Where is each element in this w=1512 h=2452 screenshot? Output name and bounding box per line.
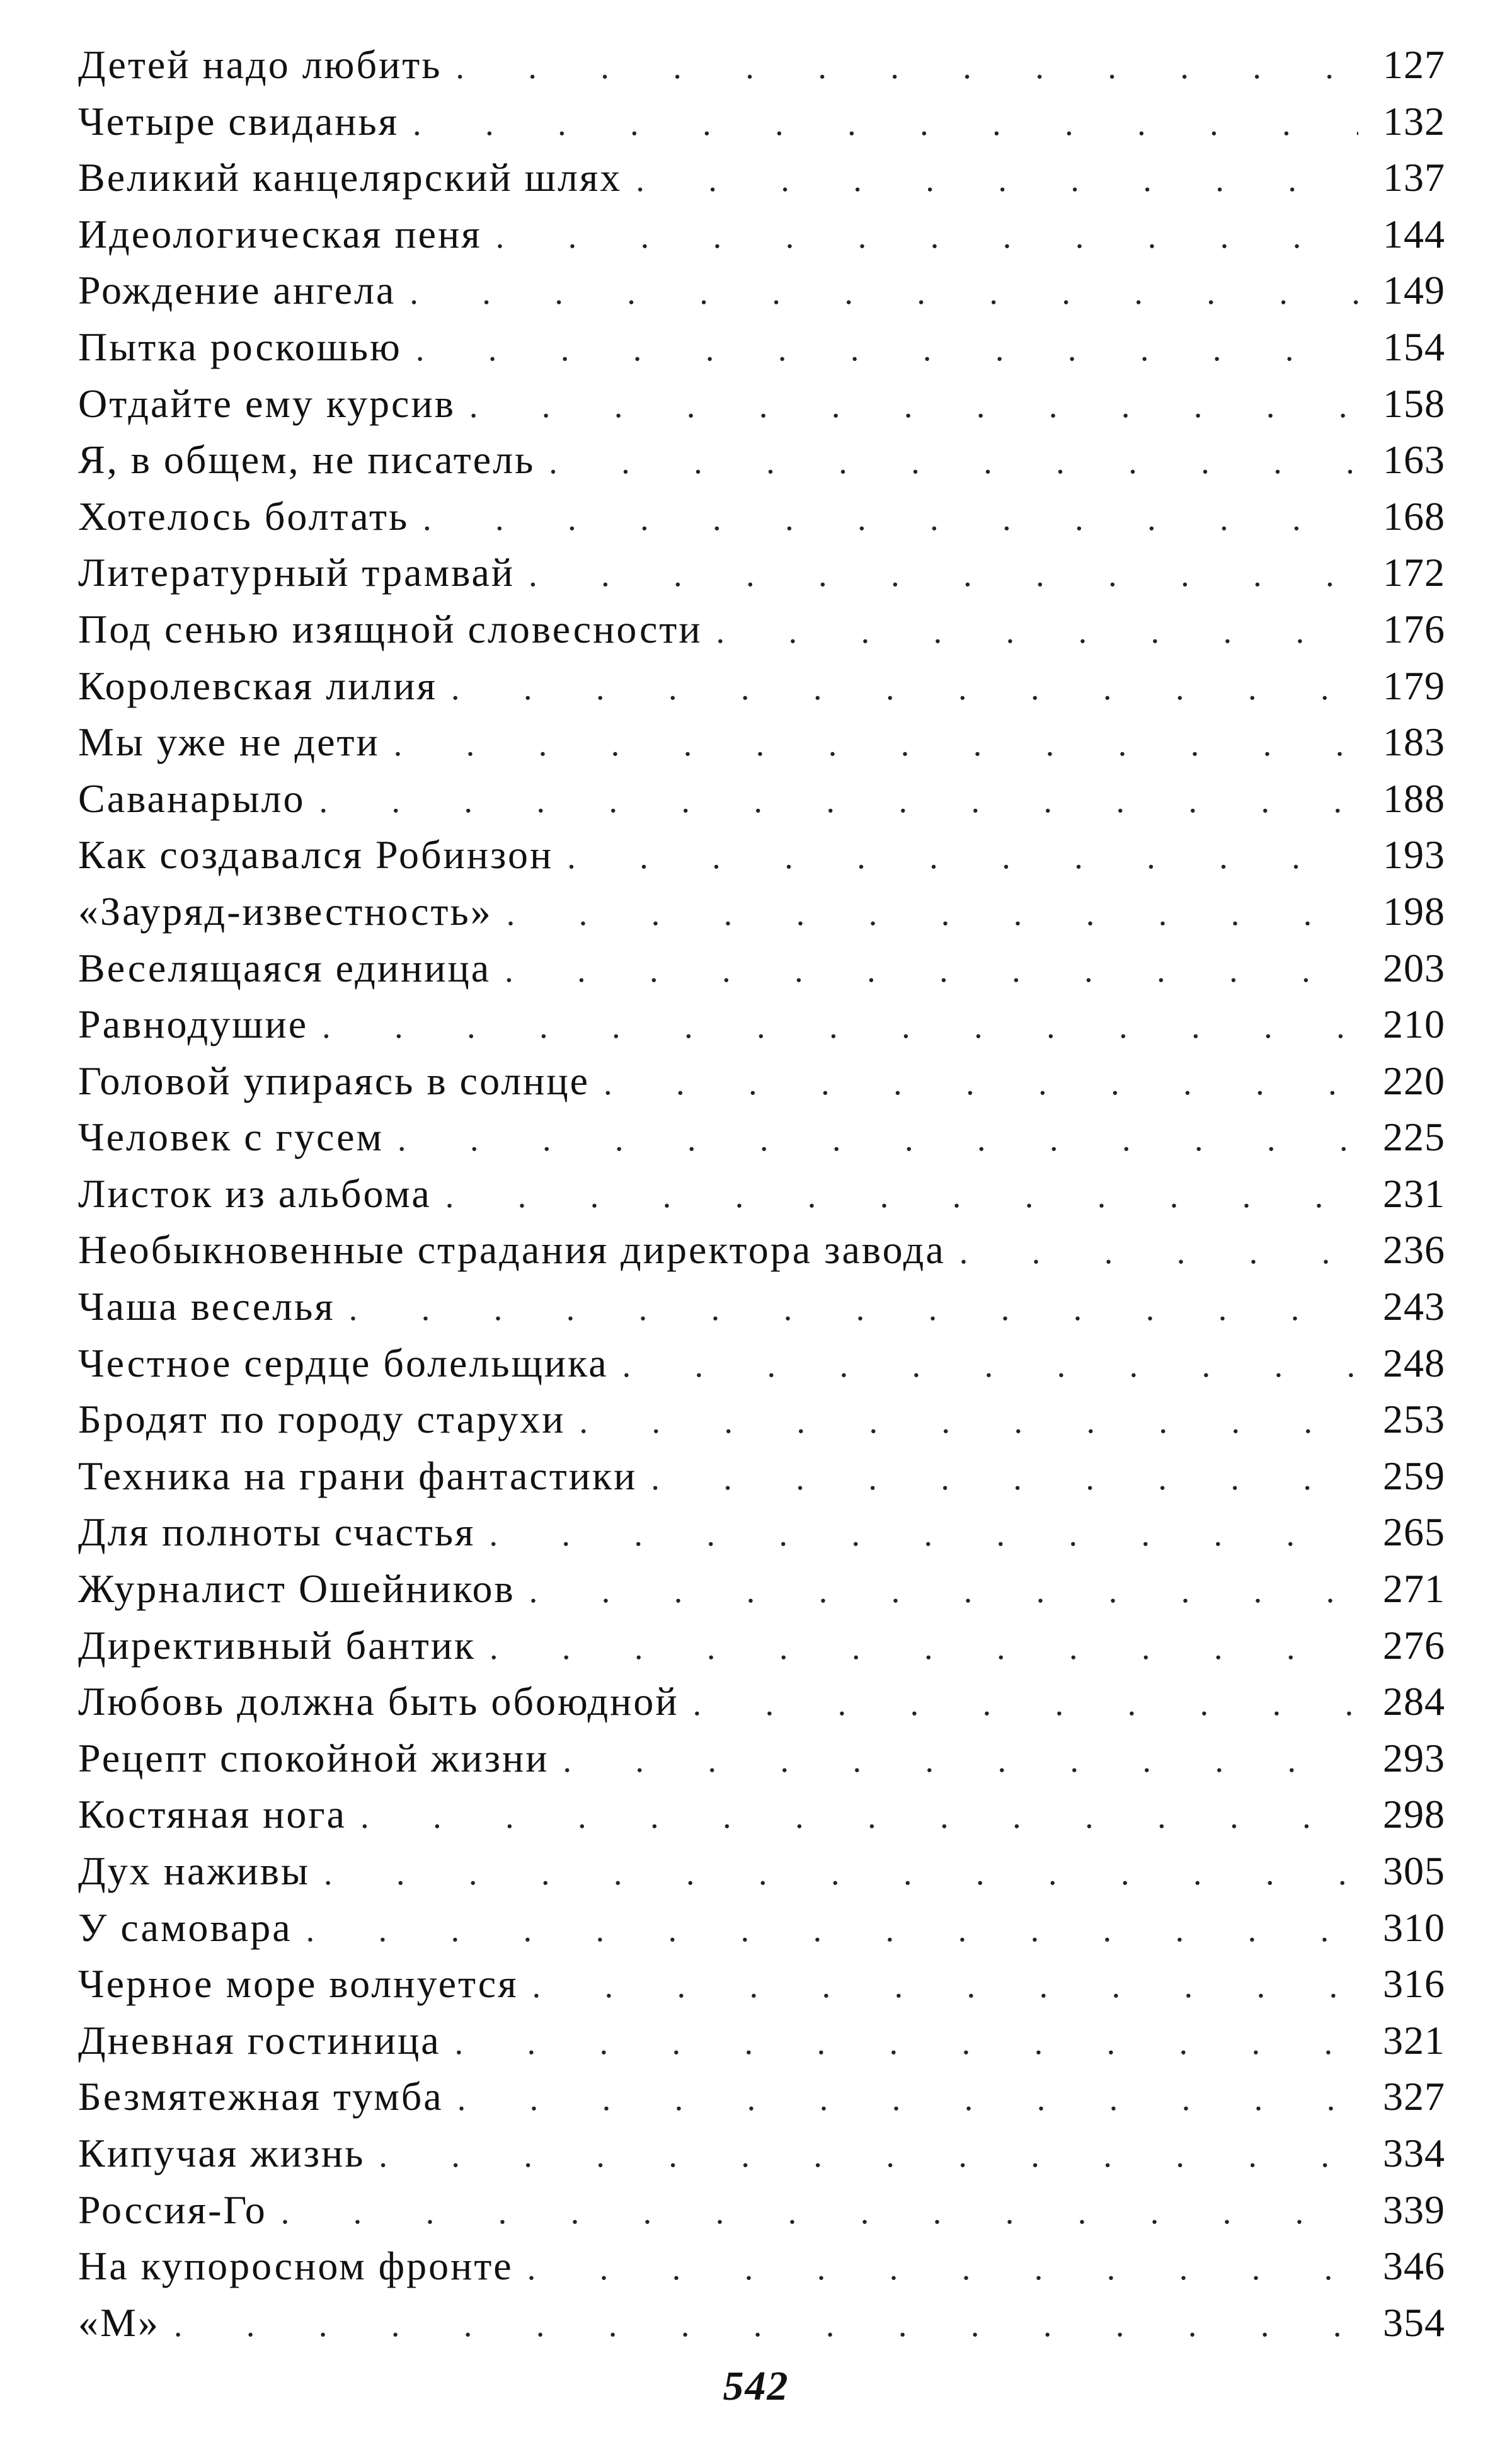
- toc-entry: [78, 149, 1445, 206]
- toc-entry: [78, 714, 1445, 771]
- toc-entry: [78, 996, 1445, 1053]
- page-number: 542: [723, 2363, 789, 2409]
- toc-entry-page: 334: [1383, 2130, 1445, 2175]
- dot-leader: [505, 942, 1358, 999]
- toc-entry: [78, 827, 1445, 883]
- toc-entry-title: Чаша веселья: [78, 1284, 335, 1329]
- toc-entry-title: Честное сердце болельщика: [78, 1340, 609, 1385]
- dot-leader: [360, 1789, 1358, 1845]
- toc-entry-page: 168: [1383, 493, 1445, 539]
- toc-entry-title: Техника на грани фантастики: [78, 1453, 638, 1498]
- toc-entry-title: Хотелось болтать: [78, 493, 410, 539]
- dot-leader: [457, 2071, 1358, 2128]
- dot-leader: [959, 1224, 1358, 1281]
- dot-leader: [529, 1563, 1358, 1620]
- toc-entry-page: 305: [1383, 1848, 1445, 1893]
- dot-leader: [410, 265, 1358, 321]
- dot-leader: [716, 604, 1358, 660]
- toc-entry-page: 321: [1383, 2017, 1445, 2063]
- toc-entry-page: 354: [1383, 2300, 1445, 2345]
- dot-leader: [527, 2240, 1358, 2297]
- dot-leader: [549, 434, 1358, 491]
- dot-leader: [322, 999, 1358, 1055]
- toc-entry-page: 298: [1383, 1792, 1445, 1837]
- toc-entry-title: Головой упираясь в солнце: [78, 1058, 590, 1103]
- toc-entry-page: 149: [1383, 268, 1445, 313]
- toc-entry-page: 158: [1383, 381, 1445, 426]
- toc-entry-page: 327: [1383, 2074, 1445, 2119]
- toc-entry-title: Под сенью изящной словесности: [78, 606, 702, 651]
- toc-entry-page: 198: [1383, 888, 1445, 934]
- toc-entry-page: 316: [1383, 1961, 1445, 2007]
- toc-entry-title: Великий канцелярский шлях: [78, 155, 622, 200]
- toc-entry: [78, 319, 1445, 375]
- toc-entry-title: Идеологическая пеня: [78, 211, 482, 256]
- toc-entry-page: 193: [1383, 832, 1445, 878]
- dot-leader: [604, 1055, 1358, 1112]
- dot-leader: [622, 1338, 1358, 1394]
- dot-leader: [349, 1281, 1358, 1338]
- toc-entry: [78, 1448, 1445, 1504]
- toc-entry-page: 179: [1383, 663, 1445, 708]
- toc-entry-title: Россия-Го: [78, 2187, 267, 2232]
- toc-entry-title: «Зауряд-известность»: [78, 888, 493, 934]
- toc-entry-title: Человек с гусем: [78, 1114, 384, 1160]
- toc-entry-title: У самовара: [78, 1905, 292, 1950]
- toc-entry-title: Веселящаяся единица: [78, 945, 491, 990]
- dot-leader: [507, 886, 1358, 942]
- toc-entry-page: 259: [1383, 1453, 1445, 1498]
- dot-leader: [651, 1450, 1358, 1507]
- toc-entry-title: Любовь должна быть обоюдной: [78, 1679, 679, 1724]
- toc-entry-title: Дух наживы: [78, 1848, 310, 1893]
- toc-entry-page: 154: [1383, 324, 1445, 369]
- toc-entry-page: 127: [1383, 42, 1445, 87]
- toc-entry: [78, 1278, 1445, 1335]
- toc-entry-title: Листок из альбома: [78, 1171, 432, 1216]
- toc-entry: [78, 940, 1445, 997]
- toc-entry-page: 163: [1383, 437, 1445, 483]
- toc-entry-title: Дневная гостиница: [78, 2017, 441, 2063]
- toc-entry-page: 172: [1383, 550, 1445, 595]
- toc-entry: [78, 488, 1445, 545]
- toc-entry: [78, 1956, 1445, 2012]
- toc-entry-title: Директивный бантик: [78, 1622, 476, 1668]
- toc-entry: [78, 432, 1445, 488]
- toc-entry-page: 271: [1383, 1566, 1445, 1612]
- toc-entry: [78, 544, 1445, 601]
- toc-entry-title: Детей надо любить: [78, 42, 442, 87]
- toc-entry-title: Саванарыло: [78, 776, 306, 821]
- toc-entry-page: 243: [1383, 1284, 1445, 1329]
- toc-entry-title: Безмятежная тумба: [78, 2074, 444, 2119]
- toc-entry-title: Рождение ангела: [78, 268, 396, 313]
- toc-entry: [78, 1053, 1445, 1109]
- toc-entry: [78, 1843, 1445, 1899]
- toc-entry-page: 183: [1383, 719, 1445, 765]
- toc-entry: [78, 1109, 1445, 1166]
- toc-entry: [78, 1673, 1445, 1730]
- toc-entry-title: Отдайте ему курсив: [78, 381, 455, 426]
- toc-entry: [78, 601, 1445, 658]
- toc-entry-title: Как создавался Робинзон: [78, 832, 554, 878]
- toc-entry: [78, 262, 1445, 319]
- toc-entry-page: 276: [1383, 1622, 1445, 1668]
- toc-entry-page: 284: [1383, 1679, 1445, 1724]
- toc-entry: [78, 771, 1445, 827]
- toc-entry-title: «М»: [78, 2300, 160, 2345]
- toc-entry-title: Черное море волнуется: [78, 1961, 518, 2007]
- dot-leader: [496, 209, 1358, 265]
- toc-entry-page: 188: [1383, 776, 1445, 821]
- toc-entry: [78, 1730, 1445, 1787]
- toc-entry-page: 236: [1383, 1227, 1445, 1273]
- toc-entry-title: Четыре свиданья: [78, 98, 399, 144]
- dot-leader: [693, 1676, 1358, 1733]
- dot-leader: [469, 378, 1358, 435]
- toc-entry: [78, 1504, 1445, 1561]
- toc-entry-page: 203: [1383, 945, 1445, 990]
- toc-entry-title: Журналист Ошейников: [78, 1566, 515, 1612]
- toc-entry-page: 137: [1383, 155, 1445, 200]
- dot-leader: [563, 1733, 1358, 1789]
- toc-entry-page: 339: [1383, 2187, 1445, 2232]
- toc-entry-page: 293: [1383, 1735, 1445, 1780]
- dot-leader: [455, 2015, 1358, 2071]
- dot-leader: [413, 96, 1358, 152]
- dot-leader: [532, 1958, 1358, 2015]
- toc-entry-page: 248: [1383, 1340, 1445, 1385]
- toc-entry-page: 225: [1383, 1114, 1445, 1160]
- toc-entry: [78, 1899, 1445, 1956]
- toc-entry: [78, 1222, 1445, 1278]
- toc-entry: [78, 1391, 1445, 1448]
- dot-leader: [319, 773, 1358, 830]
- toc-entry-title: Необыкновенные страдания директора завода: [78, 1227, 946, 1273]
- toc-entry-page: 253: [1383, 1397, 1445, 1442]
- dot-leader: [529, 547, 1358, 604]
- toc-entry: [78, 2182, 1445, 2238]
- toc-entry-title: Равнодушие: [78, 1002, 309, 1047]
- toc-entry-title: Пытка роскошью: [78, 324, 402, 369]
- dot-leader: [174, 2297, 1358, 2354]
- dot-leader: [379, 2128, 1358, 2184]
- toc-entry: [78, 93, 1445, 150]
- toc-entry-page: 132: [1383, 98, 1445, 144]
- toc-entry-title: Для полноты счастья: [78, 1510, 476, 1555]
- toc-entry-page: 346: [1383, 2243, 1445, 2289]
- table-of-contents: [78, 37, 1445, 2351]
- toc-entry-page: 310: [1383, 1905, 1445, 1950]
- toc-entry-title: Костяная нога: [78, 1792, 347, 1837]
- toc-entry-page: 265: [1383, 1510, 1445, 1555]
- dot-leader: [445, 1168, 1358, 1225]
- dot-leader: [281, 2184, 1358, 2241]
- toc-entry-page: 144: [1383, 211, 1445, 256]
- toc-entry-title: Рецепт спокойной жизни: [78, 1735, 549, 1780]
- toc-entry: [78, 2125, 1445, 2182]
- toc-entry-title: Бродят по городу старухи: [78, 1397, 566, 1442]
- toc-entry: [78, 375, 1445, 432]
- dot-leader: [636, 152, 1358, 209]
- dot-leader: [567, 829, 1358, 886]
- toc-entry-page: 176: [1383, 606, 1445, 651]
- toc-entry: [78, 1166, 1445, 1222]
- toc-entry: [78, 2068, 1445, 2125]
- dot-leader: [451, 660, 1358, 717]
- toc-entry-page: 220: [1383, 1058, 1445, 1103]
- toc-entry-title: Королевская лилия: [78, 663, 438, 708]
- toc-entry-page: 231: [1383, 1171, 1445, 1216]
- toc-entry: [78, 2294, 1445, 2351]
- dot-leader: [490, 1620, 1358, 1676]
- dot-leader: [394, 716, 1358, 773]
- toc-entry: [78, 206, 1445, 263]
- toc-entry: [78, 1335, 1445, 1392]
- dot-leader: [579, 1394, 1358, 1450]
- toc-entry: [78, 2238, 1445, 2294]
- toc-entry: [78, 2012, 1445, 2069]
- dot-leader: [423, 491, 1358, 547]
- toc-entry-title: Мы уже не дети: [78, 719, 380, 765]
- dot-leader: [489, 1506, 1358, 1563]
- dot-leader: [306, 1902, 1358, 1959]
- toc-entry: [78, 1617, 1445, 1674]
- toc-entry: [78, 37, 1445, 93]
- toc-entry-title: Кипучая жизнь: [78, 2130, 365, 2175]
- toc-entry: [78, 883, 1445, 940]
- toc-entry-page: 210: [1383, 1002, 1445, 1047]
- dot-leader: [398, 1111, 1358, 1168]
- dot-leader: [416, 321, 1358, 378]
- toc-entry-title: Я, в общем, не писатель: [78, 437, 536, 483]
- dot-leader: [455, 39, 1358, 96]
- toc-entry-title: Литературный трамвай: [78, 550, 515, 595]
- toc-entry: [78, 1561, 1445, 1617]
- toc-entry-title: На купоросном фронте: [78, 2243, 513, 2289]
- toc-entry: [78, 658, 1445, 714]
- toc-entry: [78, 1786, 1445, 1843]
- dot-leader: [324, 1845, 1358, 1902]
